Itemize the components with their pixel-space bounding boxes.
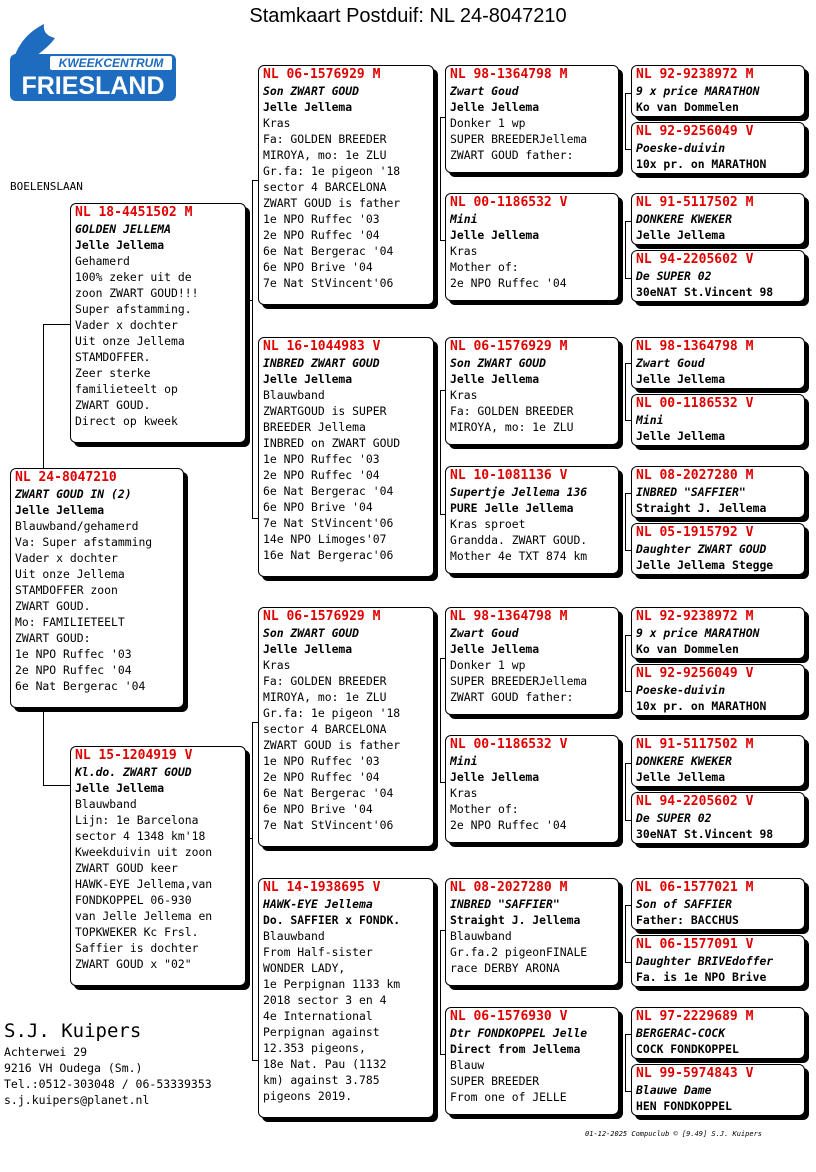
info-line: 6e Nat Bergerac '04 (263, 484, 394, 498)
pigeon-card-mm[interactable] (258, 878, 434, 1118)
info-line: MIROYA, mo: 1e ZLU (263, 690, 387, 704)
ring-number: NL 14-1938695 V (263, 880, 381, 895)
info-line: 2e NPO Ruffec '04 (450, 276, 567, 290)
ring-number: NL 98-1364798 M (450, 609, 568, 624)
info-line: Gr.fa: 1e pigeon '18 (263, 164, 401, 178)
pigeon-name: GOLDEN JELLEMA (75, 222, 172, 236)
ring-number: NL 97-2229689 M (636, 1009, 754, 1024)
info-line: 100% zeker uit de (75, 270, 192, 284)
info-line: Fa: GOLDEN BREEDER (263, 132, 387, 146)
pigeon-card-g10[interactable] (631, 664, 805, 716)
pigeon-name: Mini (636, 413, 664, 427)
info-line: Blauwband (450, 929, 512, 943)
info-line: Vader x dochter (75, 318, 178, 332)
ring-number: NL 08-2027280 M (636, 468, 754, 483)
pigeon-name: Kl.do. ZWART GOUD (75, 765, 192, 779)
pigeon-card-g15[interactable] (631, 1007, 805, 1059)
breeder: 30eNAT St.Vincent 98 (636, 827, 774, 841)
info-line: Kras (450, 786, 478, 800)
owner-address: Achterwei 29 (4, 1045, 88, 1059)
info-line: From one of JELLE (450, 1090, 567, 1104)
ring-number: NL 24-8047210 (15, 470, 117, 485)
breeder: Jelle Jellema Stegge (636, 558, 774, 572)
info-line: MIROYA, mo: 1e ZLU (450, 420, 574, 434)
pigeon-name: De SUPER 02 (636, 811, 712, 825)
pigeon-name: 9 x price MARATHON (636, 626, 760, 640)
ring-number: NL 06-1576929 M (263, 67, 381, 82)
ring-number: NL 06-1576929 M (450, 339, 568, 354)
breeder: Father: BACCHUS (636, 913, 739, 927)
breeder: Ko van Dommelen (636, 642, 739, 656)
info-line: 12.353 pigeons, (263, 1041, 366, 1055)
info-line: 7e Nat StVincent'06 (263, 276, 394, 290)
info-line: 6e Nat Bergerac '04 (263, 244, 394, 258)
pigeon-name: Dtr FONDKOPPEL Jelle (450, 1026, 588, 1040)
breeder: 30eNAT St.Vincent 98 (636, 285, 774, 299)
pigeon-name: Son ZWART GOUD (450, 356, 547, 370)
info-line: 1e NPO Ruffec '03 (263, 212, 380, 226)
ring-number: NL 05-1915792 V (636, 525, 754, 540)
ring-number: NL 06-1576929 M (263, 609, 381, 624)
info-line: 14e NPO Limoges'07 (263, 532, 387, 546)
ring-number: NL 00-1186532 V (450, 737, 568, 752)
info-line: 18e Nat. Pau (1132 (263, 1057, 387, 1071)
info-line: 2e NPO Ruffec '04 (263, 770, 380, 784)
info-line: van Jelle Jellema en (75, 909, 213, 923)
info-line: 4e International (263, 1009, 373, 1023)
pigeon-name: ZWART GOUD IN (2) (15, 487, 132, 501)
pigeon-card-g16[interactable] (631, 1064, 805, 1116)
info-line: 16e Nat Bergerac'06 (263, 548, 394, 562)
info-line: 2e NPO Ruffec '04 (263, 228, 380, 242)
ring-number: NL 92-9256049 V (636, 124, 754, 139)
info-line: Zeer sterke (75, 366, 151, 380)
breeder: Direct from Jellema (450, 1042, 581, 1056)
ring-number: NL 15-1204919 V (75, 748, 193, 763)
pigeon-card-mother[interactable] (70, 746, 246, 986)
breeder: 10x pr. on MARATHON (636, 157, 767, 171)
breeder: 10x pr. on MARATHON (636, 699, 767, 713)
breeder: Jelle Jellema (450, 770, 540, 784)
info-line: Mother 4e TXT 874 km (450, 549, 588, 563)
info-line: familieteelt op (75, 382, 178, 396)
info-line: Fa: GOLDEN BREEDER (450, 404, 574, 418)
breeder: Jelle Jellema (15, 503, 105, 517)
pigeon-card-mf[interactable] (258, 607, 434, 847)
info-line: Blauwband/gehamerd (15, 519, 139, 533)
pigeon-card-ffm[interactable] (445, 193, 619, 301)
info-line: Saffier is dochter (75, 941, 199, 955)
info-line: 1e Perpignan 1133 km (263, 977, 401, 991)
pigeon-name: Daughter BRIVEdoffer (636, 954, 774, 968)
info-line: Donker 1 wp (450, 658, 526, 672)
info-line: From Half-sister (263, 945, 373, 959)
info-line: 6e Nat Bergerac '04 (263, 786, 394, 800)
info-line: 6e NPO Brive '04 (263, 500, 373, 514)
breeder: Ko van Dommelen (636, 100, 739, 114)
ring-number: NL 06-1577091 V (636, 937, 754, 952)
pigeon-card-mfm[interactable] (445, 735, 619, 843)
pigeon-name: Daughter ZWART GOUD (636, 542, 767, 556)
pigeon-name: INBRED ZWART GOUD (263, 356, 380, 370)
info-line: 6e NPO Brive '04 (263, 260, 373, 274)
pigeon-name: Zwart Goud (450, 84, 519, 98)
info-line: pigeons 2019. (263, 1089, 353, 1103)
breeder: Jelle Jellema (263, 372, 353, 386)
pigeon-name: Mini (450, 754, 478, 768)
logo-main-text: FRIESLAND (21, 72, 165, 100)
pigeon-card-g12[interactable] (631, 792, 805, 844)
info-line: TOPKWEKER Kc Frsl. (75, 925, 199, 939)
breeder: Jelle Jellema (75, 238, 165, 252)
pigeon-name: Supertje Jellema 136 (450, 485, 588, 499)
info-line: Direct op kweek (75, 414, 178, 428)
info-line: race DERBY ARONA (450, 961, 560, 975)
info-line: 1e NPO Ruffec '03 (263, 754, 380, 768)
breeder: Jelle Jellema (75, 781, 165, 795)
info-line: sector 4 BARCELONA (263, 722, 387, 736)
pigeon-card-father[interactable] (70, 203, 246, 443)
breeder: Jelle Jellema (636, 770, 726, 784)
info-line: Uit onze Jellema (15, 567, 125, 581)
info-line: Gehamerd (75, 254, 130, 268)
info-line: 7e Nat StVincent'06 (263, 818, 394, 832)
owner-city: 9216 VH Oudega (Sm.) (4, 1061, 143, 1075)
breeder: Straight J. Jellema (636, 501, 767, 515)
pigeon-name: DONKERE KWEKER (636, 212, 733, 226)
pigeon-card-subject[interactable] (10, 468, 184, 708)
info-line: Blauwband (75, 797, 137, 811)
info-line: ZWART GOUD keer (75, 861, 178, 875)
pigeon-name: INBRED "SAFFIER" (636, 485, 746, 499)
ring-number: NL 91-5117502 M (636, 195, 754, 210)
pigeon-name: HAWK-EYE Jellema (263, 897, 373, 911)
pigeon-card-g6[interactable] (631, 394, 805, 446)
pigeon-card-g13[interactable] (631, 878, 805, 930)
pigeon-card-mff[interactable] (445, 607, 619, 715)
breeder: Jelle Jellema (450, 642, 540, 656)
pigeon-card-g1[interactable] (631, 65, 805, 117)
info-line: 6e Nat Bergerac '04 (15, 679, 146, 693)
info-line: ZWART GOUD is father (263, 738, 401, 752)
pigeon-card-g7[interactable] (631, 466, 805, 518)
info-line: Lijn: 1e Barcelona (75, 813, 199, 827)
info-line: SUPER BREEDERJellema (450, 674, 588, 688)
breeder: Straight J. Jellema (450, 913, 581, 927)
logo-top-text: KWEEKCENTRUM (58, 56, 164, 70)
pigeon-name: Son ZWART GOUD (263, 626, 360, 640)
info-line: Blauw (450, 1058, 485, 1072)
info-line: ZWART GOUD father: (450, 690, 574, 704)
pigeon-name: Mini (450, 212, 478, 226)
pigeon-name: De SUPER 02 (636, 269, 712, 283)
info-line: STAMDOFFER. (75, 350, 151, 364)
info-line: WONDER LADY, (263, 961, 346, 975)
info-line: ZWARTGOUD is SUPER (263, 404, 387, 418)
breeder: Jelle Jellema (263, 642, 353, 656)
breeder: Jelle Jellema (263, 100, 353, 114)
info-line: ZWART GOUD x "02" (75, 957, 192, 971)
breeder: Jelle Jellema (450, 228, 540, 242)
info-line: ZWART GOUD father: (450, 148, 574, 162)
info-line: zoon ZWART GOUD!!! (75, 286, 199, 300)
info-line: 1e NPO Ruffec '03 (15, 647, 132, 661)
pigeon-name: 9 x price MARATHON (636, 84, 760, 98)
info-line: Donker 1 wp (450, 116, 526, 130)
info-line: 2018 sector 3 en 4 (263, 993, 387, 1007)
breeder: Do. SAFFIER x FONDK. (263, 913, 401, 927)
info-line: Mo: FAMILIETEELT (15, 615, 125, 629)
info-line: 2e NPO Ruffec '04 (263, 468, 380, 482)
owner-name: S.J. Kuipers (4, 1020, 142, 1042)
info-line: Kras (263, 658, 291, 672)
pigeon-name: Zwart Goud (636, 356, 705, 370)
info-line: STAMDOFFER zoon (15, 583, 118, 597)
owner-info (4, 1018, 212, 1108)
pigeon-card-g2[interactable] (631, 122, 805, 174)
info-line: Kras sproet (450, 517, 526, 531)
pigeon-card-fmf[interactable] (445, 337, 619, 445)
pigeon-card-g11[interactable] (631, 735, 805, 787)
info-line: HAWK-EYE Jellema,van (75, 877, 213, 891)
info-line: ZWART GOUD. (75, 398, 151, 412)
info-line: Blauwband (263, 388, 325, 402)
ring-number: NL 00-1186532 V (636, 396, 754, 411)
pigeon-card-fff[interactable] (445, 65, 619, 173)
ring-number: NL 99-5974843 V (636, 1066, 754, 1081)
breeder: Jelle Jellema (636, 228, 726, 242)
pigeon-card-g4[interactable] (631, 250, 805, 302)
pigeon-name: INBRED "SAFFIER" (450, 897, 560, 911)
ring-number: NL 06-1576930 V (450, 1009, 568, 1024)
info-line: 2e NPO Ruffec '04 (15, 663, 132, 677)
info-line: Gr.fa.2 pigeonFINALE (450, 945, 588, 959)
info-line: Kweekduivin uit zoon (75, 845, 213, 859)
info-line: Kras (450, 388, 478, 402)
ring-number: NL 92-9238972 M (636, 67, 754, 82)
pigeon-card-g9[interactable] (631, 607, 805, 659)
ring-number: NL 91-5117502 M (636, 737, 754, 752)
ring-number: NL 10-1081136 V (450, 468, 568, 483)
owner-phone: Tel.:0512-303048 / 06-53339353 (4, 1077, 212, 1091)
info-line: Fa: GOLDEN BREEDER (263, 674, 387, 688)
pigeon-name: DONKERE KWEKER (636, 754, 733, 768)
info-line: Gr.fa: 1e pigeon '18 (263, 706, 401, 720)
info-line: 1e NPO Ruffec '03 (263, 452, 380, 466)
pigeon-card-g14[interactable] (631, 935, 805, 987)
pigeon-name: Son of SAFFIER (636, 897, 733, 911)
pigeon-name: Poeske-duivin (636, 141, 726, 155)
pigeon-name: Zwart Goud (450, 626, 519, 640)
info-line: BREEDER Jellema (263, 420, 366, 434)
breeder: PURE Jelle Jellema (450, 501, 574, 515)
pigeon-name: Son ZWART GOUD (263, 84, 360, 98)
ring-number: NL 98-1364798 M (636, 339, 754, 354)
breeder: Jelle Jellema (450, 372, 540, 386)
info-line: Vader x dochter (15, 551, 118, 565)
kweekcentrum-friesland-logo (10, 18, 176, 101)
info-line: ZWART GOUD is father (263, 196, 401, 210)
info-line: 6e NPO Brive '04 (263, 802, 373, 816)
info-line: Grandda. ZWART GOUD. (450, 533, 588, 547)
ring-number: NL 94-2205602 V (636, 794, 754, 809)
ring-number: NL 98-1364798 M (450, 67, 568, 82)
info-line: INBRED on ZWART GOUD (263, 436, 401, 450)
owner-email[interactable]: s.j.kuipers@planet.nl (4, 1093, 150, 1107)
pigeon-card-fmm[interactable] (445, 466, 619, 574)
ring-number: NL 16-1044983 V (263, 339, 381, 354)
info-line: Mother of: (450, 802, 519, 816)
breeder: Fa. is 1e NPO Brive (636, 970, 767, 984)
ring-number: NL 06-1577021 M (636, 880, 754, 895)
info-line: Blauwband (263, 929, 325, 943)
breeder: Jelle Jellema (636, 372, 726, 386)
info-line: Va: Super afstamming (15, 535, 153, 549)
pigeon-card-g8[interactable] (631, 523, 805, 575)
pigeon-card-mmm[interactable] (445, 1007, 619, 1115)
info-line: ZWART GOUD. (15, 599, 91, 613)
info-line: 7e Nat StVincent'06 (263, 516, 394, 530)
info-line: SUPER BREEDER (450, 1074, 540, 1088)
info-line: MIROYA, mo: 1e ZLU (263, 148, 387, 162)
info-line: sector 4 BARCELONA (263, 180, 387, 194)
info-line: 2e NPO Ruffec '04 (450, 818, 567, 832)
breeder: HEN FONDKOPPEL (636, 1099, 733, 1113)
pigeon-card-ff[interactable] (258, 65, 434, 305)
pigeon-name: Poeske-duivin (636, 683, 726, 697)
info-line: sector 4 1348 km'18 (75, 829, 206, 843)
ring-number: NL 08-2027280 M (450, 880, 568, 895)
breeder: Jelle Jellema (636, 429, 726, 443)
info-line: Uit onze Jellema (75, 334, 185, 348)
ring-number: NL 92-9256049 V (636, 666, 754, 681)
pigeon-card-fm[interactable] (258, 337, 434, 577)
info-line: Super afstamming. (75, 302, 192, 316)
pigeon-card-mmf[interactable] (445, 878, 619, 986)
pigeon-card-g3[interactable] (631, 193, 805, 245)
loft-label: BOELENSLAAN (10, 180, 83, 193)
ring-number: NL 18-4451502 M (75, 205, 193, 220)
ring-number: NL 94-2205602 V (636, 252, 754, 267)
dove-icon (14, 24, 55, 58)
pigeon-card-g5[interactable] (631, 337, 805, 389)
footer-text: 01-12-2025 Compuclub © [9.49] S.J. Kuipers (585, 1130, 763, 1138)
breeder: COCK FONDKOPPEL (636, 1042, 739, 1056)
info-line: Perpignan against (263, 1025, 380, 1039)
info-line: Kras (450, 244, 478, 258)
breeder: Jelle Jellema (450, 100, 540, 114)
info-line: SUPER BREEDERJellema (450, 132, 588, 146)
pigeon-name: BERGERAC-COCK (636, 1026, 726, 1040)
page-title: Stamkaart Postduif: NL 24-8047210 (249, 5, 567, 27)
info-line: Kras (263, 116, 291, 130)
ring-number: NL 92-9238972 M (636, 609, 754, 624)
info-line: Mother of: (450, 260, 519, 274)
ring-number: NL 00-1186532 V (450, 195, 568, 210)
info-line: ZWART GOUD: (15, 631, 91, 645)
pigeon-name: Blauwe Dame (636, 1083, 712, 1097)
info-line: km) against 3.785 (263, 1073, 380, 1087)
info-line: FONDKOPPEL 06-930 (75, 893, 192, 907)
